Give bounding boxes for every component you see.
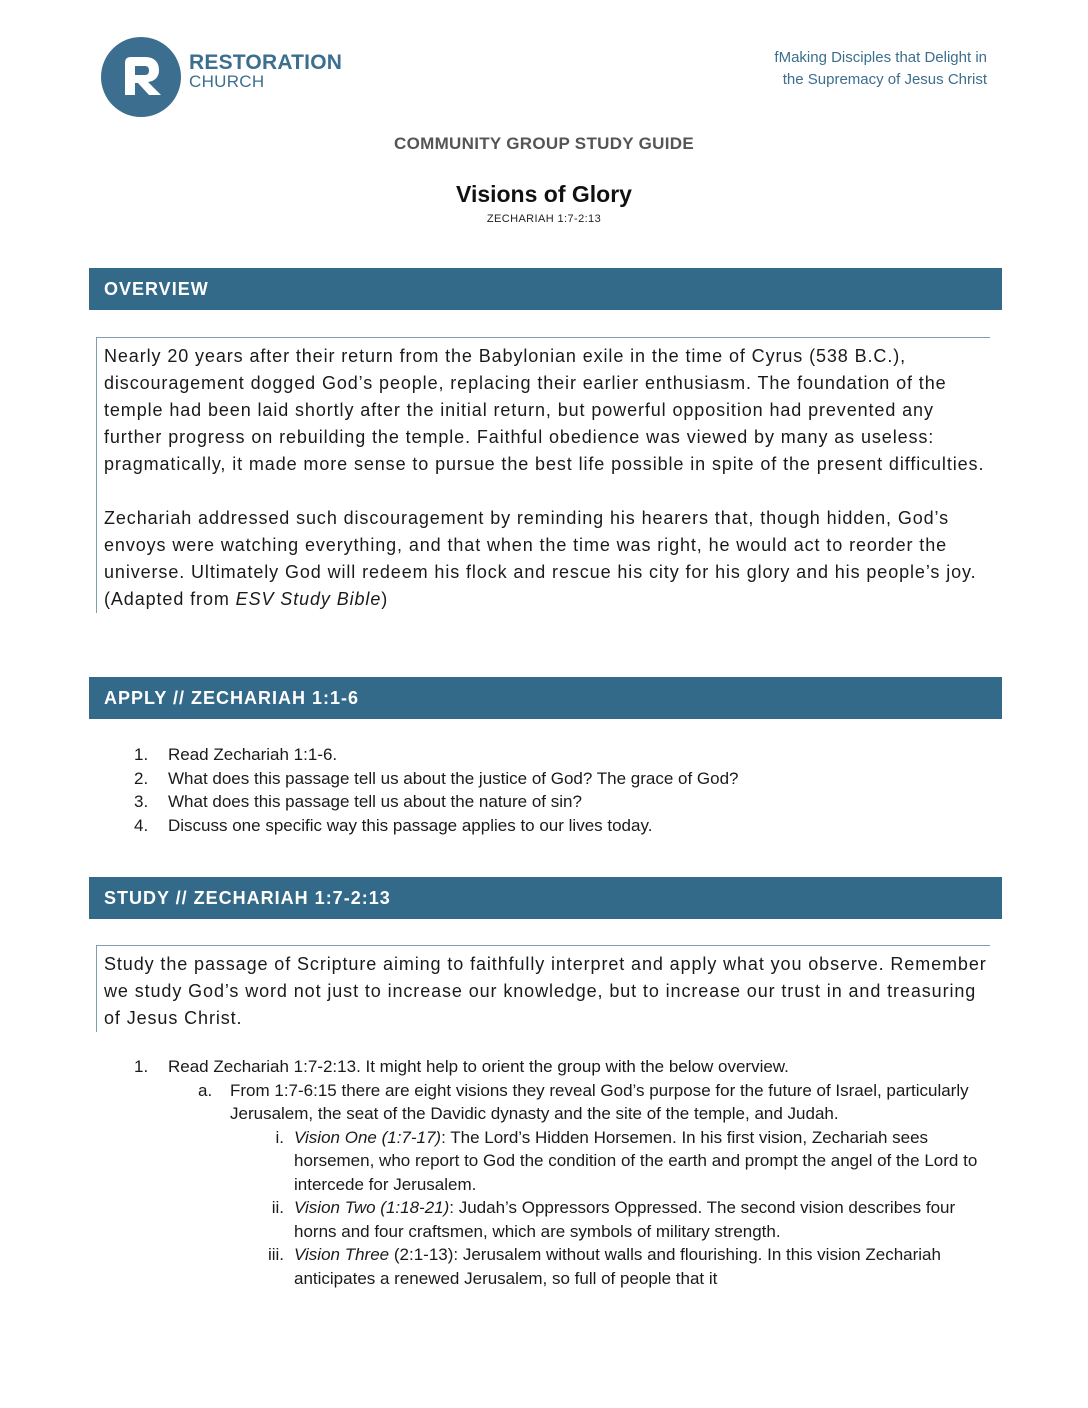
document-kind: COMMUNITY GROUP STUDY GUIDE bbox=[394, 134, 694, 153]
brand-name bbox=[189, 52, 342, 90]
tagline-line1: fMaking Disciples that Delight in bbox=[774, 49, 987, 66]
vision-label: Vision One (1:7-17) bbox=[294, 1127, 442, 1147]
study-intro-box bbox=[96, 945, 990, 1032]
brand-line1: RESTORATION bbox=[189, 51, 343, 74]
study-list bbox=[134, 1055, 994, 1290]
sub-list-item: a. From 1:7-6:15 there are eight visions they reveal God’s purpose for the future of Israel, particularly Jerusalem, the seat of the Davidic dynasty and the site of the temple, and Judah. bbox=[198, 1080, 969, 1123]
apply-list bbox=[134, 743, 994, 837]
source-title: ESV Study Bible bbox=[235, 589, 382, 609]
r-logo-icon bbox=[101, 37, 181, 117]
vision-item: iii. Vision Three (2:1-13): Jerusalem without walls and flourishing. In this vision Zechariah anticipates a renewed Jerusalem, so full of people that it bbox=[267, 1245, 941, 1288]
vision-item: i. Vision One (1:7-17): The Lord’s Hidden Horsemen. In his first vision, Zechariah sees horsemen, who report to God the condition of the earth and prompt the angel of the Lord to intercede for Jerusalem. bbox=[275, 1127, 978, 1194]
brand-line2: CHURCH bbox=[189, 72, 265, 91]
vision-label: Vision Three bbox=[294, 1245, 390, 1264]
overview-paragraph-2-end: ) bbox=[381, 589, 389, 609]
tagline bbox=[774, 47, 987, 91]
list-item: 1. Read Zechariah 1:1-6. bbox=[134, 745, 338, 764]
overview-paragraph-1: Nearly 20 years after their return from the Babylonian exile in the time of Cyrus (538 B.C.), discouragement dogged God’s people, replacing their earlier enthusiasm. The foundation of the temple had been laid shortly after the initial return, but powerful opposition had prevented any further progress on rebuilding the temple. Faithful obedience was viewed by many as useless: pragmatically, it made more sense to pursue the best life possible in spite of the present difficulties. bbox=[104, 346, 985, 474]
vision-item: ii. Vision Two (1:18-21): Judah’s Oppressors Oppressed. The second vision describes four horns and four craftsmen, which are symbols of military strength. bbox=[271, 1198, 956, 1241]
church-logo bbox=[101, 37, 181, 117]
list-item: 4. Discuss one specific way this passage applies to our lives today. bbox=[134, 815, 653, 835]
overview-heading: OVERVIEW bbox=[89, 268, 1002, 310]
study-heading: STUDY // ZECHARIAH 1:7-2:13 bbox=[89, 877, 1002, 919]
apply-heading: APPLY // ZECHARIAH 1:1-6 bbox=[89, 677, 1002, 719]
overview-box bbox=[96, 337, 990, 613]
study-intro: Study the passage of Scripture aiming to faithfully interpret and apply what you observe. Remember we study God’s word not just to increase our knowledge, but to increase our trust in and treasuring of Jesus Christ. bbox=[104, 954, 987, 1028]
overview-paragraph-2 bbox=[104, 505, 990, 613]
list-item: 1. Read Zechariah 1:7-2:13. It might help to orient the group with the below overview. bbox=[134, 1057, 789, 1076]
list-item: 2. What does this passage tell us about the justice of God? The grace of God? bbox=[134, 768, 739, 788]
tagline-line2: the Supremacy of Jesus Christ bbox=[782, 71, 987, 88]
overview-paragraph-2-text: Zechariah addressed such discouragement by reminding his hearers that, though hidden, God’s envoys were watching everything, and that when the time was right, he would act to reorder the universe. Ultimately God will redeem his flock and rescue his city for his glory and his people’s joy. (Adapted from bbox=[104, 508, 977, 609]
vision-label: Vision Two (1:18-21) bbox=[294, 1198, 450, 1217]
list-item: 3. What does this passage tell us about the nature of sin? bbox=[134, 792, 582, 811]
page-title: Visions of Glory bbox=[456, 181, 632, 207]
scripture-reference: ZECHARIAH 1:7-2:13 bbox=[486, 213, 602, 225]
